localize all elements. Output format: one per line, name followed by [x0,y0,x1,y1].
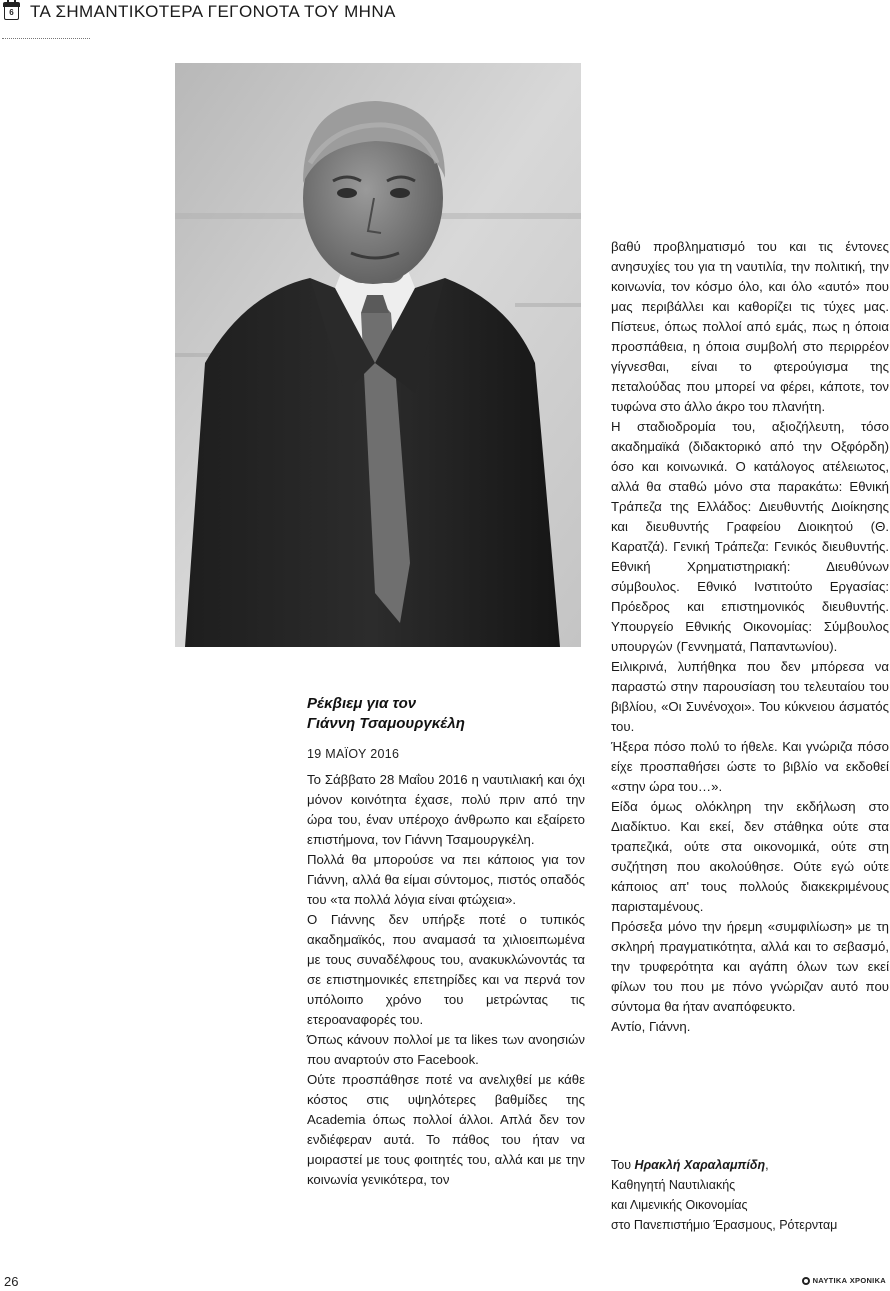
author-name: Ηρακλή Χαραλαμπίδη [634,1158,766,1172]
paragraph: Όπως κάνουν πολλοί με τα likes των ανοησιών που αναρτούν στο Facebook. [307,1032,585,1067]
paragraph: Ήξερα πόσο πολύ το ήθελε. Και γνώριζα πόσο είχε προσπαθήσει ώστε το βιβλίο να εκδοθεί «στην ώρα του…». [611,739,889,794]
article-body-left-column [307,770,585,1190]
brand-name: ΝΑΥΤΙΚΑ ΧΡΟΝΙΚΑ [812,1276,886,1285]
page-header [0,0,890,42]
paragraph: Ούτε προσπάθησε ποτέ να ανελιχθεί με κάθε κόστος στις υψηλότερες βαθμίδες της Academia όπως πολλοί άλλοι. Απλά δεν τον ενδιέφεραν αυτά. Το πάθος του ήταν να μοιραστεί με τους φοιτητές του, αλλά και με την κοινωνία γενικότερα, τον [307,1072,585,1187]
paragraph: Το Σάββατο 28 Μαΐου 2016 η ναυτιλιακή και όχι μόνον κοινότητα έχασε, πολύ πριν από την ώρα του, έναν υπέροχο άνθρωπο και εξαίρετο επιστήμονα, τον Γιάννη Τσαμουργκέλη. [307,772,585,847]
author-prefix: Του [611,1158,632,1172]
calendar-icon-number: 6 [9,8,14,17]
author-line-2: Καθηγητή Ναυτιλιακής [611,1178,736,1192]
section-title: ΤΑ ΣΗΜΑΝΤΙΚΟΤΕΡΑ ΓΕΓΟΝΟΤΑ ΤΟΥ ΜΗΝΑ [30,2,396,21]
page-number: 26 [4,1274,19,1289]
author-suffix: , [765,1158,769,1172]
author-line-3: και Λιμενικής Οικονομίας [611,1198,748,1212]
portrait-photo [175,63,581,647]
paragraph: Ειλικρινά, λυπήθηκα που δεν μπόρεσα να παραστώ στην παρουσίαση του τελευταίου του βιβλίου, «Οι Συνένοχοι». Του κύκνειου άσματός του. [611,659,889,734]
paragraph: Είδα όμως ολόκληρη την εκδήλωση στο Διαδίκτυο. Και εκεί, δεν στάθηκα ούτε στα τραπεζικά, ούτε στα οικονομικά, ούτε στη συζήτηση που ακολούθησε. Ούτε εγώ ούτε κάποιος απ' τους πολλούς διακεκριμένους παρισταμένους. [611,799,889,914]
author-line-4: στο Πανεπιστήμιο Έρασμους, Ρότερνταμ [611,1218,838,1232]
author-line-1 [611,1155,889,1175]
calendar-icon [4,3,19,20]
article-title-line-2: Γιάννη Τσαμουργκέλη [307,715,465,732]
dotted-divider [2,38,90,39]
article-date: 19 ΜΑΪΟΥ 2016 [307,747,400,761]
paragraph: βαθύ προβληματισμό του και τις έντονες ανησυχίες του για τη ναυτιλία, την πολιτική, την κοινωνία, τον κόσμο όλο, και όλο «αυτό» που μας περιβάλλει και καθορίζει τις τύχες μας. Πίστευε, όπως πολλοί από εμάς, πως η όποια προσπάθεια, η όποια συμβολή στο περιρρέον γίγνεσθαι, είναι το φτερούγισμα της πεταλούδας που μπορεί να φέρει, κάποτε, τον τυφώνα στο άλλο άκρο του πλανήτη. [611,239,889,414]
article-title-line-1: Ρέκβιεμ για τον [307,695,417,712]
article-body-right-column [611,237,889,1037]
paragraph: Ο Γιάννης δεν υπήρξε ποτέ ο τυπικός ακαδημαϊκός, που αναμασά τα χιλιοειπωμένα με τους συναδέλφους του, ανακυκλώνοντάς τα σε επιστημονικές επετηρίδες και να περνά τον υπόλοιπο χρόνο του μετρώντας τις ετεροαναφορές του. [307,912,585,1027]
paragraph: Η σταδιοδρομία του, αξιοζήλευτη, τόσο ακαδημαϊκά (διδακτορικό από την Οξφόρδη) όσο και κοινωνικά. Ο κατάλογος ατέλειωτος, αλλά θα σταθώ μόνο στα παρακάτω: Εθνική Τράπεζα της Ελλάδος: Διευθυντής Διοίκησης και διευθυντής Γραφείου Διοικητού (Θ. Καρατζά). Γενική Τράπεζα: Γενικός διευθυντής. Εθνική Χρηματιστηριακή: Διευθύνων σύμβουλος. Εθνικό Ινστιτούτο Εργασίας: Πρόεδρος και επιστημονικός διευθυντής. Υπουργείο Εθνικής Οικονομίας: Σύμβουλος υπουργών (Γεννηματά, Παπαντωνίου). [611,419,889,654]
article-title [307,694,587,734]
paragraph: Αντίο, Γιάννη. [611,1019,691,1034]
brand-logo-icon [802,1277,810,1285]
publication-brand [802,1276,886,1285]
author-signature [611,1155,889,1235]
paragraph: Πρόσεξα μόνο την ήρεμη «συμφιλίωση» με τη σκληρή πραγματικότητα, αλλά και το σεβασμό, την τρυφερότητα και αγάπη όλων των εκεί φίλων του που με πόνο γνώριζαν αυτό που σύντομα θα ήταν αναπόφευκτο. [611,919,889,1014]
paragraph: Πολλά θα μπορούσε να πει κάποιος για τον Γιάννη, αλλά θα είμαι σύντομος, πιστός οπαδός του «τα πολλά λόγια είναι φτώχεια». [307,852,585,907]
